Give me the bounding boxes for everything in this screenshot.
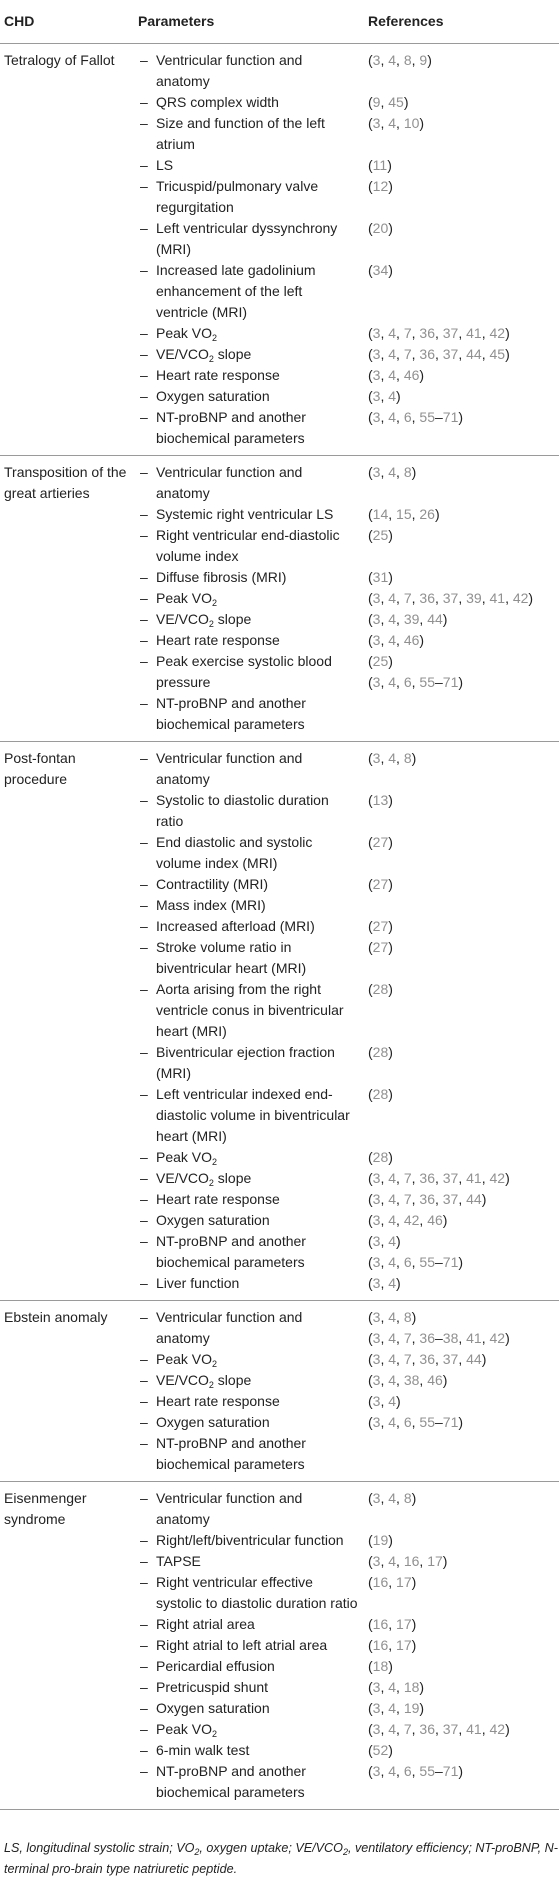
parameter-text: Oxygen saturation [156, 1414, 270, 1430]
table-row [138, 1740, 559, 1761]
reference-cell: (11) [368, 157, 392, 173]
parameter-list [138, 462, 559, 735]
reference-cell: (19) [368, 1532, 393, 1548]
table-row [138, 407, 559, 449]
list-dash: – [140, 1490, 148, 1506]
reference-cell: (28) [368, 1149, 393, 1165]
parameter-text: Left ventricular dyssynchrony (MRI) [156, 220, 338, 257]
parameter-text: Right atrial area [156, 1616, 255, 1632]
parameter-text: NT-proBNP and another biochemical parameters [156, 1435, 306, 1472]
chd-group [0, 44, 559, 456]
table-row [138, 1273, 559, 1294]
parameter-text: Liver function [156, 1275, 240, 1291]
list-dash: – [140, 1086, 148, 1102]
reference-cell: (52) [368, 1742, 393, 1758]
reference-cell: (3, 4) [368, 1393, 401, 1409]
parameter-list [138, 748, 559, 1294]
reference-cell: (3, 4, 46) [368, 367, 425, 383]
list-dash: – [140, 325, 148, 341]
parameter-text: Heart rate response [156, 632, 280, 648]
table-row [138, 1231, 559, 1273]
chd-group [0, 742, 559, 1301]
parameter-text: Mass index (MRI) [156, 897, 266, 913]
parameter-text: Peak $VO_2$ [156, 590, 218, 608]
reference-cell: (25) (3, 4, 6, 55–71) [368, 653, 464, 690]
parameter-text: Oxygen saturation [156, 1700, 270, 1716]
list-dash: – [140, 1435, 148, 1451]
table-row [138, 693, 559, 735]
list-dash: – [140, 464, 148, 480]
parameter-list [138, 50, 559, 449]
parameter-text: TAPSE [156, 1553, 201, 1569]
chd-group [0, 1482, 559, 1810]
list-dash: – [140, 1742, 148, 1758]
reference-cell: (3, 4, 8) [368, 1490, 417, 1506]
reference-cell: (3, 4, 38, 46) [368, 1372, 448, 1388]
table-row [138, 1084, 559, 1147]
table-row [138, 588, 559, 609]
list-dash: – [140, 409, 148, 425]
reference-cell: (3, 4, 6, 55–71) [368, 1414, 464, 1430]
header-parameters: Parameters [138, 13, 215, 29]
list-dash: – [140, 262, 148, 278]
table-row [138, 1530, 559, 1551]
reference-cell: (16, 17) [368, 1616, 417, 1632]
list-dash: – [140, 1574, 148, 1590]
reference-cell: (27) [368, 918, 393, 934]
reference-cell: (3, 4, 42, 46) [368, 1212, 448, 1228]
reference-cell: (34) [368, 262, 393, 278]
list-dash: – [140, 1700, 148, 1716]
table-row [138, 1370, 559, 1391]
table-row [138, 1761, 559, 1803]
reference-cell: (3, 4, 6, 55–71) [368, 409, 464, 425]
reference-cell [364, 895, 559, 916]
parameter-list [138, 1307, 559, 1475]
parameter-text: NT-proBNP and another biochemical parameters [156, 695, 306, 732]
list-dash: – [140, 632, 148, 648]
parameter-text: Right ventricular end-diastolic volume index [156, 527, 340, 564]
table-row [138, 748, 559, 790]
table-row [138, 567, 559, 588]
parameter-text: Systemic right ventricular LS [156, 506, 334, 522]
reference-cell: (27) [368, 939, 393, 955]
parameter-text: Pericardial effusion [156, 1658, 275, 1674]
parameter-text: Peak $VO_2$ [156, 1149, 218, 1167]
parameter-text: Oxygen saturation [156, 1212, 270, 1228]
parameter-text: Tricuspid/pulmonary valve regurgitation [156, 178, 319, 215]
chd-name: Eisenmenger syndrome [4, 1490, 87, 1527]
header-references: References [368, 13, 444, 29]
reference-cell: (28) [368, 1086, 393, 1102]
parameter-text: Stroke volume ratio in biventricular heart (MRI) [156, 939, 307, 976]
list-dash: – [140, 1309, 148, 1325]
parameter-text: Right atrial to left atrial area [156, 1637, 328, 1653]
list-dash: – [140, 1637, 148, 1653]
list-dash: – [140, 939, 148, 955]
list-dash: – [140, 653, 148, 669]
parameter-text: Pretricuspid shunt [156, 1679, 269, 1695]
list-dash: – [140, 1763, 148, 1779]
table-row [138, 832, 559, 874]
reference-cell: (3, 4, 7, 36, 37, 41, 42) [368, 1721, 510, 1737]
table-row [138, 113, 559, 155]
table-row [138, 1147, 559, 1168]
list-dash: – [140, 1191, 148, 1207]
reference-cell: (3, 4, 39, 44) [368, 611, 448, 627]
parameter-text: Biventricular ejection fraction (MRI) [156, 1044, 335, 1081]
reference-cell: (3, 4, 7, 36, 37, 39, 41, 42) [368, 590, 534, 606]
list-dash: – [140, 876, 148, 892]
list-dash: – [140, 52, 148, 68]
header-chd: CHD [4, 13, 35, 29]
parameter-text: NT-proBNP and another biochemical parameters [156, 409, 306, 446]
reference-cell: (3, 4, 8) [368, 750, 417, 766]
list-dash: – [140, 1414, 148, 1430]
parameter-text: Oxygen saturation [156, 388, 270, 404]
table-row [138, 609, 559, 630]
chd-name: Transposition of the great artieries [4, 464, 127, 501]
table-row [138, 1210, 559, 1231]
list-dash: – [140, 220, 148, 236]
reference-cell: (16, 17) [368, 1574, 417, 1590]
table-row [138, 1572, 559, 1614]
reference-cell: (25) [368, 527, 393, 543]
list-dash: – [140, 506, 148, 522]
reference-cell: (3, 4, 46) [368, 632, 425, 648]
table-row [138, 50, 559, 92]
table-row [138, 1635, 559, 1656]
table-footnote: LS, longitudinal systolic strain; $VO_2$, oxygen uptake; $VE/VCO_2$, ventilatory efficiency; NT-proBNP, N-terminal pro-brain type natriuretic peptide. [4, 1841, 558, 1876]
parameter-text: Right/left/biventricular function [156, 1532, 344, 1548]
parameter-text: $VE/VCO_2$ slope [156, 346, 252, 364]
table-row [138, 1189, 559, 1210]
table-row [138, 176, 559, 218]
reference-cell: (9, 45) [368, 94, 409, 110]
table-row [138, 790, 559, 832]
table-row [138, 92, 559, 113]
table-row [138, 1168, 559, 1189]
reference-cell: (3, 4, 7, 36, 37, 41, 42) [368, 1170, 510, 1186]
parameter-text: Diffuse fibrosis (MRI) [156, 569, 287, 585]
reference-cell: (3, 4, 10) [368, 115, 425, 131]
list-dash: – [140, 1532, 148, 1548]
parameter-text: Heart rate response [156, 367, 280, 383]
table-row [138, 651, 559, 693]
parameter-text: Aorta arising from the right ventricle conus in biventricular heart (MRI) [156, 981, 344, 1039]
list-dash: – [140, 1393, 148, 1409]
table-row [138, 979, 559, 1042]
reference-cell: (3, 4, 7, 36, 37, 44, 45) [368, 346, 510, 362]
table-row [138, 1551, 559, 1572]
list-dash: – [140, 367, 148, 383]
table-row [138, 1391, 559, 1412]
parameter-text: Increased afterload (MRI) [156, 918, 315, 934]
reference-cell: (20) [368, 220, 393, 236]
list-dash: – [140, 834, 148, 850]
chd-name: Post-fontan procedure [4, 750, 76, 787]
table-row [138, 1698, 559, 1719]
list-dash: – [140, 1616, 148, 1632]
list-dash: – [140, 1233, 148, 1249]
parameter-text: $VE/VCO_2$ slope [156, 1170, 252, 1188]
table-body [0, 44, 559, 1810]
parameter-text: $VE/VCO_2$ slope [156, 611, 252, 629]
table-row [138, 1412, 559, 1433]
list-dash: – [140, 1212, 148, 1228]
table-row [138, 344, 559, 365]
reference-cell: (3, 4, 8) (3, 4, 7, 36–38, 41, 42) [368, 1309, 510, 1346]
list-dash: – [140, 897, 148, 913]
table-row [138, 1677, 559, 1698]
list-dash: – [140, 1351, 148, 1367]
table-row [138, 155, 559, 176]
table-row [138, 323, 559, 344]
reference-cell: (3, 4) [368, 388, 401, 404]
reference-cell [364, 693, 559, 735]
list-dash: – [140, 346, 148, 362]
list-dash: – [140, 981, 148, 997]
reference-cell: (27) [368, 876, 393, 892]
reference-cell: (3, 4) (3, 4, 6, 55–71) [368, 1233, 464, 1270]
list-dash: – [140, 115, 148, 131]
reference-cell: (16, 17) [368, 1637, 417, 1653]
reference-cell: (3, 4, 6, 55–71) [368, 1763, 464, 1779]
reference-cell: (28) [368, 981, 393, 997]
table-row [138, 218, 559, 260]
list-dash: – [140, 918, 148, 934]
parameter-text: Contractility (MRI) [156, 876, 269, 892]
parameter-text: 6-min walk test [156, 1742, 250, 1758]
table-row [138, 937, 559, 979]
parameter-text: $VE/VCO_2$ slope [156, 1372, 252, 1390]
list-dash: – [140, 527, 148, 543]
list-dash: – [140, 1721, 148, 1737]
reference-cell: (18) [368, 1658, 393, 1674]
parameter-text: Peak $VO_2$ [156, 1351, 218, 1369]
list-dash: – [140, 1679, 148, 1695]
parameter-list [138, 1488, 559, 1803]
table-row [138, 874, 559, 895]
list-dash: – [140, 792, 148, 808]
list-dash: – [140, 1170, 148, 1186]
reference-cell: (3, 4, 7, 36, 37, 44) [368, 1351, 487, 1367]
reference-cell: (3, 4, 8, 9) [368, 52, 432, 68]
list-dash: – [140, 388, 148, 404]
parameter-text: LS [156, 157, 174, 173]
chd-name: Tetralogy of Fallot [4, 52, 115, 68]
chd-name: Ebstein anomaly [4, 1309, 108, 1325]
reference-cell: (3, 4, 18) [368, 1679, 425, 1695]
parameter-text: NT-proBNP and another biochemical parameters [156, 1233, 306, 1270]
parameter-text: Right ventricular effective systolic to diastolic duration ratio [156, 1574, 358, 1611]
list-dash: – [140, 611, 148, 627]
list-dash: – [140, 1044, 148, 1060]
parameter-text: Ventricular function and anatomy [156, 1309, 303, 1346]
parameter-text: Systolic to diastolic duration ratio [156, 792, 329, 829]
reference-cell: (27) [368, 834, 393, 850]
reference-cell: (3, 4, 19) [368, 1700, 425, 1716]
parameter-text: Peak exercise systolic blood pressure [156, 653, 332, 690]
table-row [138, 1433, 559, 1475]
table-row [138, 462, 559, 504]
table-row [138, 1656, 559, 1677]
list-dash: – [140, 157, 148, 173]
reference-cell: (14, 15, 26) [368, 506, 440, 522]
parameter-text: Ventricular function and anatomy [156, 52, 303, 89]
reference-cell: (3, 4, 7, 36, 37, 44) [368, 1191, 487, 1207]
list-dash: – [140, 1149, 148, 1165]
parameter-text: NT-proBNP and another biochemical parameters [156, 1763, 306, 1800]
table-row [138, 260, 559, 323]
reference-cell: (3, 4) [368, 1275, 401, 1291]
chd-group [0, 1301, 559, 1482]
table-header-row [0, 0, 559, 44]
parameter-text: Heart rate response [156, 1191, 280, 1207]
list-dash: – [140, 1275, 148, 1291]
table-row [138, 1488, 559, 1530]
list-dash: – [140, 1372, 148, 1388]
list-dash: – [140, 178, 148, 194]
table-row [138, 1042, 559, 1084]
list-dash: – [140, 94, 148, 110]
parameter-text: Peak $VO_2$ [156, 1721, 218, 1739]
reference-cell: (13) [368, 792, 393, 808]
parameter-text: Increased late gadolinium enhancement of the left ventricle (MRI) [156, 262, 316, 320]
reference-cell: (3, 4, 16, 17) [368, 1553, 448, 1569]
parameter-text: Ventricular function and anatomy [156, 750, 303, 787]
parameter-text: Left ventricular indexed end-diastolic volume in biventricular heart (MRI) [156, 1086, 350, 1144]
list-dash: – [140, 590, 148, 606]
reference-cell: (28) [368, 1044, 393, 1060]
table-row [138, 1614, 559, 1635]
table-row [138, 1307, 559, 1349]
list-dash: – [140, 1658, 148, 1674]
table-row [138, 895, 559, 916]
table-row [138, 630, 559, 651]
reference-cell: (3, 4, 7, 36, 37, 41, 42) [368, 325, 510, 341]
table-row [138, 1719, 559, 1740]
table-row [138, 504, 559, 525]
list-dash: – [140, 1553, 148, 1569]
parameter-text: QRS complex width [156, 94, 279, 110]
parameter-text: Ventricular function and anatomy [156, 464, 303, 501]
list-dash: – [140, 750, 148, 766]
reference-cell: (31) [368, 569, 393, 585]
reference-cell: (12) [368, 178, 393, 194]
table-row [138, 916, 559, 937]
reference-cell: (3, 4, 8) [368, 464, 417, 480]
table-row [138, 525, 559, 567]
table-row [138, 386, 559, 407]
table-row [138, 1349, 559, 1370]
parameter-text: Peak $VO_2$ [156, 325, 218, 343]
table-row [138, 365, 559, 386]
reference-cell [364, 1433, 559, 1475]
parameter-text: Ventricular function and anatomy [156, 1490, 303, 1527]
list-dash: – [140, 695, 148, 711]
parameter-text: End diastolic and systolic volume index (MRI) [156, 834, 313, 871]
parameter-text: Heart rate response [156, 1393, 280, 1409]
list-dash: – [140, 569, 148, 585]
chd-group [0, 456, 559, 742]
parameter-text: Size and function of the left atrium [156, 115, 325, 152]
